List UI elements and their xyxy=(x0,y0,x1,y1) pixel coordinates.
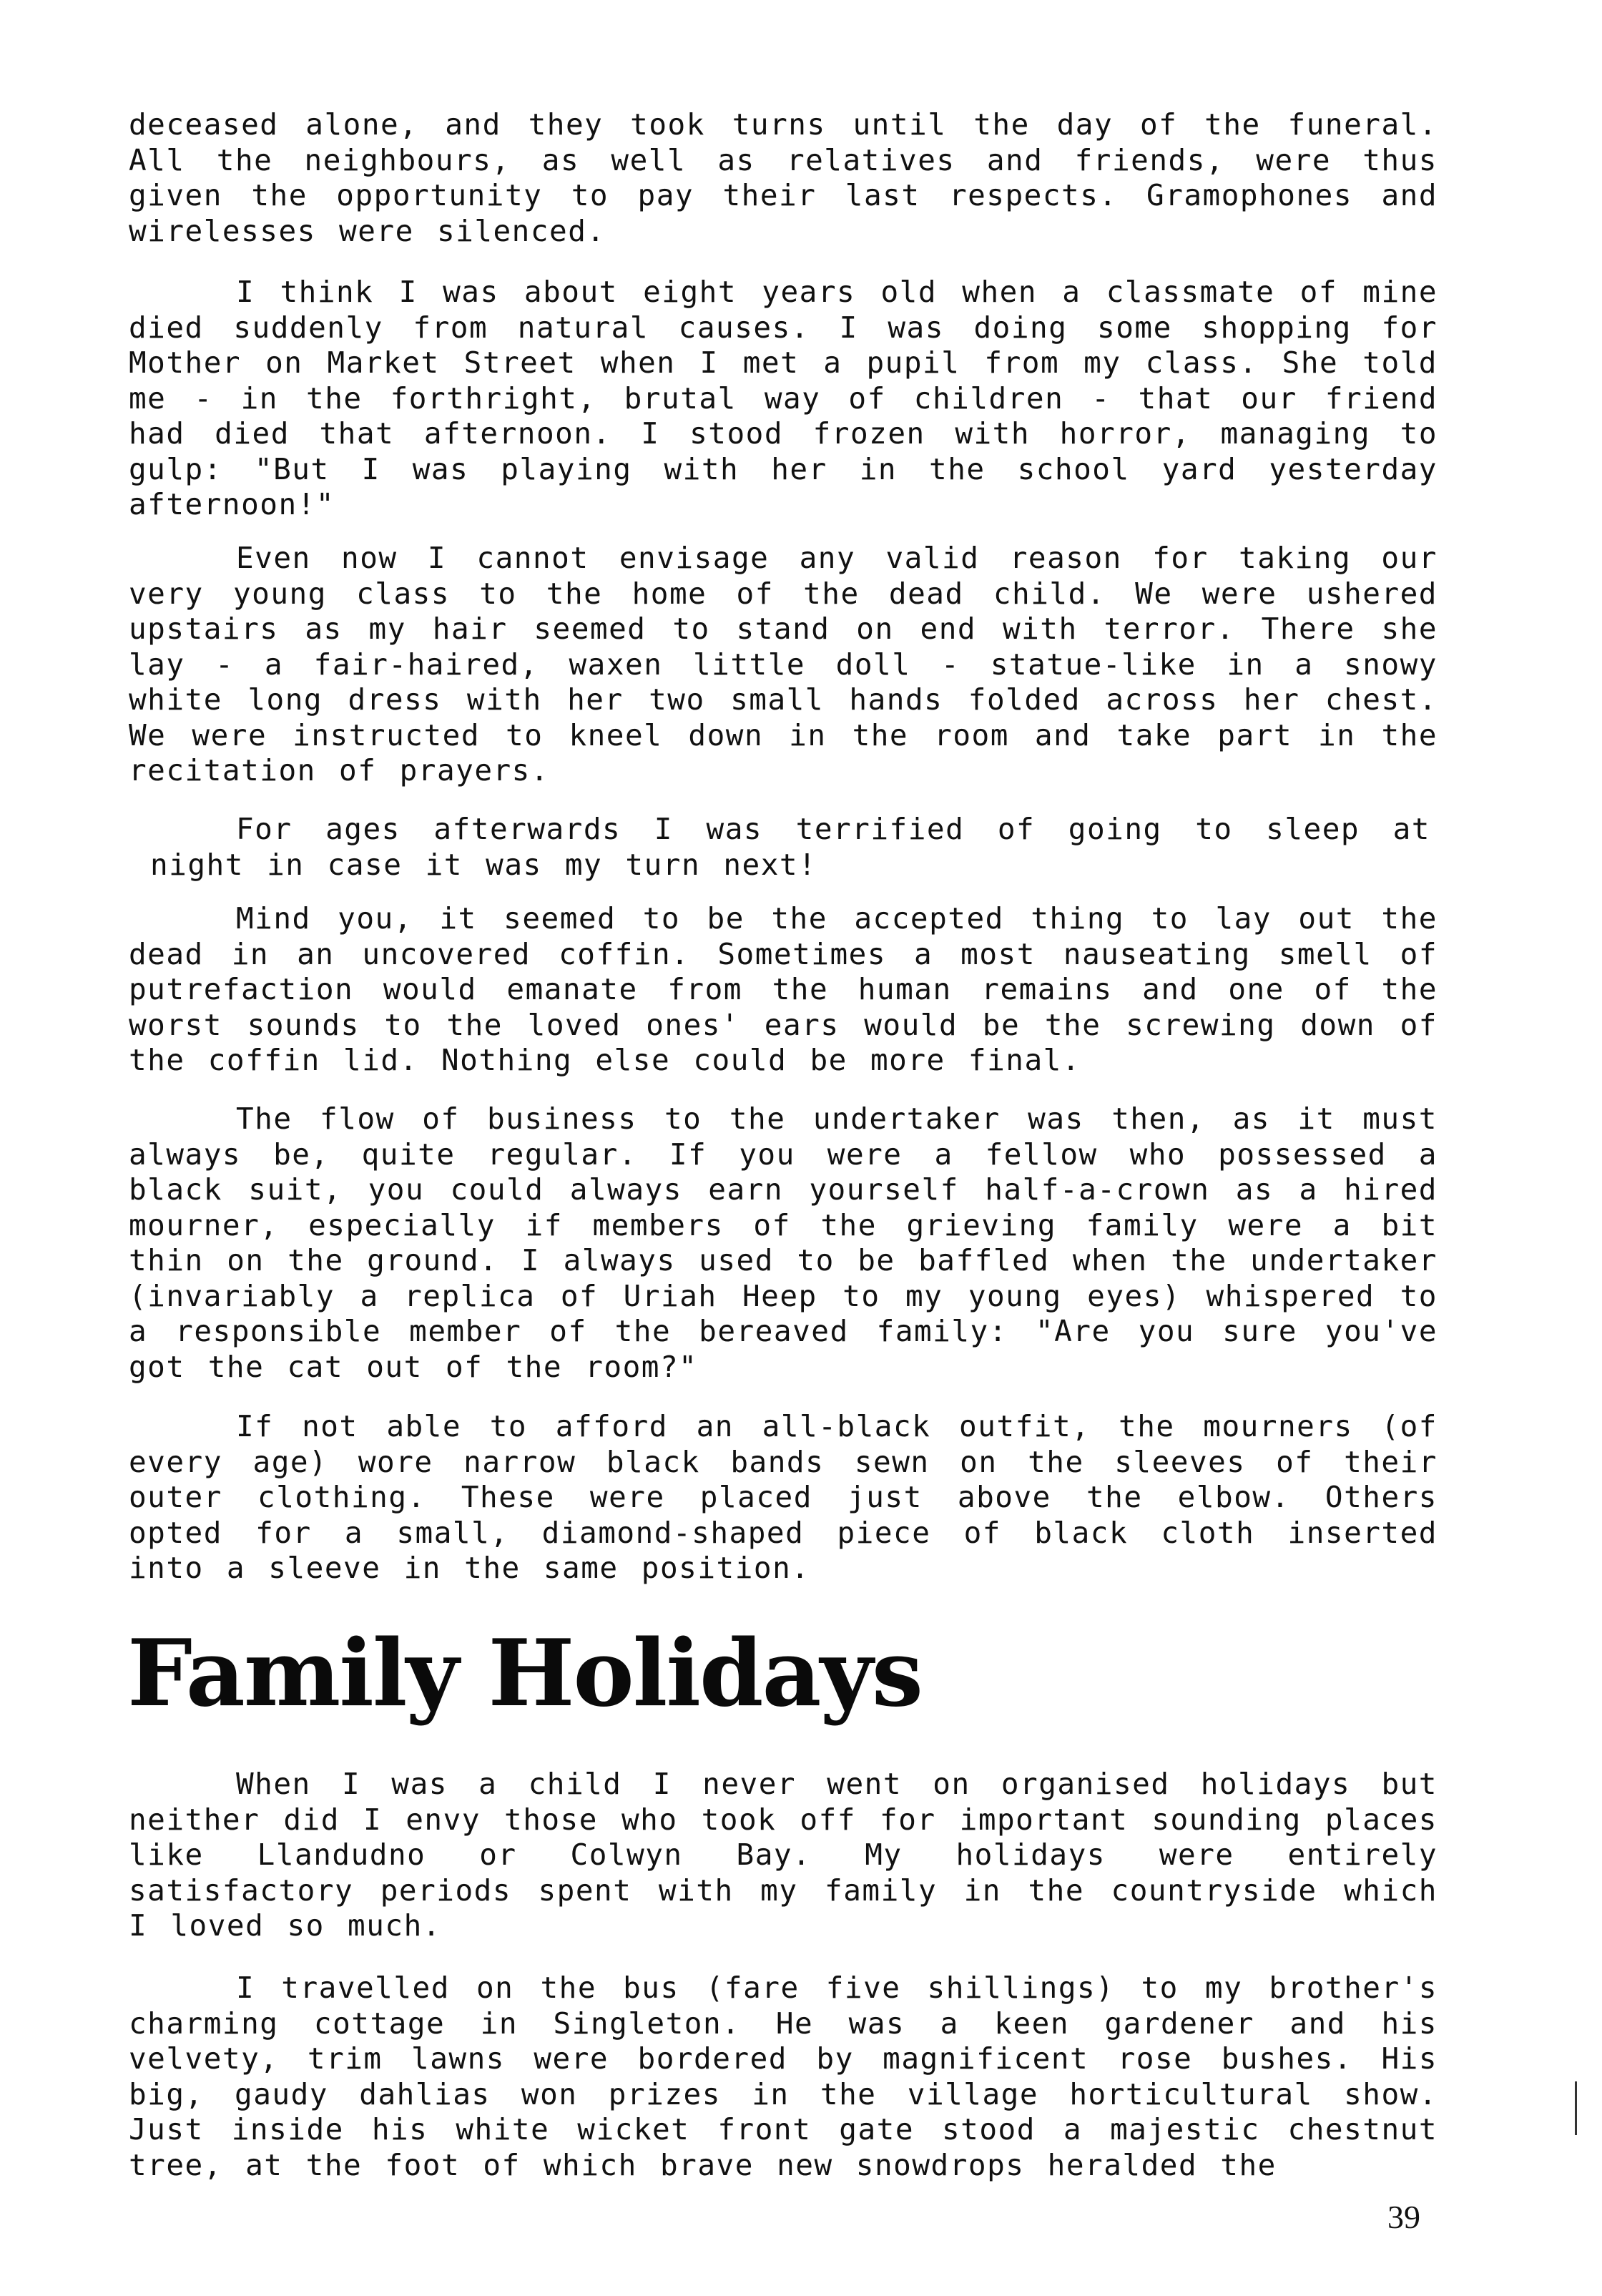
paragraph: Mind you, it seemed to be the accepted thing to lay out the dead in an uncovered coffin. Sometimes a most nauseating smell of putrefaction would emanate from the human remains and one of the worst sounds to the loved ones' ears would be the screwing down of the coffin lid. Nothing else could be more final. xyxy=(129,901,1438,1077)
page-number: 39 xyxy=(1387,2199,1420,2235)
paragraph: When I was a child I never went on organised holidays but neither did I envy those who took off for important sounding places like Llandudno or Colwyn Bay. My holidays were entirely satisfactory periods spent with my family in the countryside which I loved so much. xyxy=(129,1767,1438,1943)
paragraph: I think I was about eight years old when a classmate of mine died suddenly from natural causes. I was doing some shopping for Mother on Market Street when I met a pupil from my class. She told me - in the forthright, brutal way of children - that our friend had died that afternoon. I stood frozen with horror, managing to gulp: "But I was playing with her in the school yard yesterday afternoon!" xyxy=(129,275,1438,521)
mourners-paragraph xyxy=(129,1409,1438,1586)
funeral-paragraph-continuation xyxy=(129,107,1438,249)
paragraph: For ages afterwards I was terrified of going to sleep at night in case it was my turn next! xyxy=(150,812,1430,882)
holidays-paragraph xyxy=(129,1767,1438,1944)
dead-child-paragraph xyxy=(129,541,1438,789)
paragraph: deceased alone, and they took turns until the day of the funeral. All the neighbours, as well as relatives and friends, were thus given the opportunity to pay their last respects. Gramophones and wirelesses were silenced. xyxy=(129,107,1438,248)
paragraph: If not able to afford an all-black outfit, the mourners (of every age) wore narrow black bands sewn on the sleeves of their outer clothing. These were placed just above the elbow. Others opted for a small, diamond-shaped piece of black cloth inserted into a sleeve in the same position. xyxy=(129,1409,1438,1585)
paragraph: The flow of business to the undertaker was then, as it must always be, quite regular. If you were a fellow who possessed a black suit, you could always earn yourself half-a-crown as a hired mourner, especially if members of the grieving family were a bit thin on the ground. I always used to be baffled when the undertaker (invariably a replica of Uriah Heep to my young eyes) whispered to a responsible member of the bereaved family: "Are you sure you've got the cat out of the room?" xyxy=(129,1102,1438,1384)
coffin-paragraph xyxy=(129,901,1438,1079)
classmate-paragraph xyxy=(129,275,1438,523)
undertaker-paragraph xyxy=(129,1102,1438,1385)
margin-mark xyxy=(1575,2081,1577,2135)
section-heading: Family Holidays xyxy=(127,1620,922,1727)
paragraph: I travelled on the bus (fare five shillings) to my brother's charming cottage in Singleton. He was a keen gardener and his velvety, trim lawns were bordered by magnificent rose bushes. His big, gaudy dahlias won prizes in the village horticultural show. Just inside his white wicket front gate stood a majestic chestnut tree, at the foot of which brave new snowdrops heralded the xyxy=(129,1971,1438,2182)
paragraph: Even now I cannot envisage any valid reason for taking our very young class to the home of the dead child. We were ushered upstairs as my hair seemed to stand on end with terror. There she lay - a fair-haired, waxen little doll - statue-like in a snowy white long dress with her two small hands folded across her chest. We were instructed to kneel down in the room and take part in the recitation of prayers. xyxy=(129,541,1438,788)
singleton-paragraph xyxy=(129,1971,1438,2183)
terrified-paragraph xyxy=(150,812,1430,883)
